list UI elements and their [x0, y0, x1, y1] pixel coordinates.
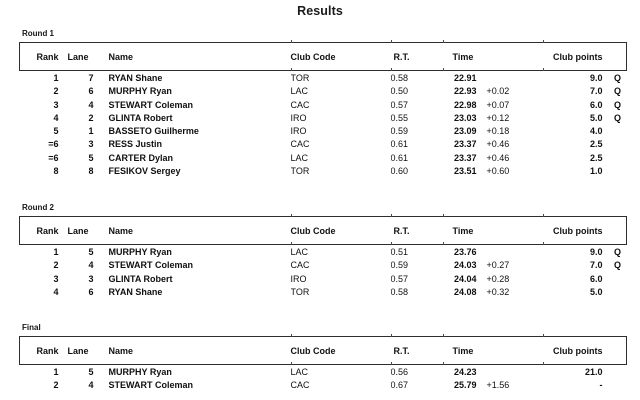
- cell-club-points: 7.0: [589, 260, 603, 271]
- cell-club-points: 7.0: [589, 86, 603, 97]
- cell-reaction-time: 0.50: [390, 86, 409, 97]
- cell-lane: 2: [88, 112, 94, 123]
- column-header-time: Time: [443, 217, 483, 245]
- cell-time-diff: +0.12: [486, 112, 510, 123]
- cell-lane: 7: [88, 73, 94, 83]
- column-header-qualified: [607, 217, 627, 245]
- cell-reaction-time: 0.60: [390, 166, 409, 177]
- cell-time: 22.93: [453, 86, 477, 97]
- cell-athlete-name: GLINTA Robert: [108, 273, 173, 284]
- column-header-club-points: Club points: [543, 217, 607, 245]
- table-row: [20, 125, 627, 138]
- cell-lane: 5: [88, 152, 94, 163]
- cell-qualified: [607, 125, 627, 138]
- cell-club-code: TOR: [290, 286, 310, 297]
- cell-time-diff: [483, 245, 543, 260]
- table-header-row: [20, 337, 627, 365]
- cell-rank: 2: [53, 380, 59, 391]
- cell-qualified: [607, 379, 627, 392]
- cell-time: 23.09: [453, 126, 477, 137]
- cell-qualified: [607, 152, 627, 165]
- column-header-rank: Rank: [20, 43, 59, 71]
- table-row: [20, 273, 627, 286]
- table-row: [20, 71, 627, 86]
- cell-athlete-name: RYAN Shane: [108, 73, 163, 83]
- table-row: [20, 112, 627, 125]
- cell-club-code: LAC: [290, 247, 309, 257]
- cell-club-points: 9.0: [589, 247, 603, 257]
- results-table: [19, 336, 627, 393]
- cell-time: 24.08: [453, 286, 477, 297]
- cell-qualified: [607, 365, 627, 380]
- column-header-club-points: Club points: [543, 43, 607, 71]
- cell-club-points: 2.5: [589, 139, 603, 150]
- cell-time: 24.03: [453, 260, 477, 271]
- column-header-club-code: Club Code: [291, 43, 391, 71]
- cell-qualified: [607, 286, 627, 299]
- cell-club-points: 21.0: [584, 367, 603, 377]
- column-header-rank: Rank: [20, 217, 59, 245]
- column-header-name: Name: [97, 43, 291, 71]
- cell-lane: 6: [88, 86, 94, 97]
- column-header-lane: Lane: [59, 337, 97, 365]
- cell-club-code: IRO: [290, 112, 307, 123]
- table-body: [20, 365, 627, 393]
- cell-qualified: [607, 273, 627, 286]
- cell-reaction-time: 0.57: [390, 273, 409, 284]
- column-header-reaction-time: R.T.: [391, 217, 443, 245]
- table-row: [20, 379, 627, 392]
- results-table: [19, 216, 627, 299]
- cell-time: 23.51: [453, 166, 477, 177]
- cell-club-points: -: [599, 380, 603, 391]
- cell-time: 23.03: [453, 112, 477, 123]
- cell-athlete-name: RYAN Shane: [108, 286, 163, 297]
- cell-lane: 3: [88, 273, 94, 284]
- table-body: [20, 245, 627, 300]
- column-header-club-code: Club Code: [291, 217, 391, 245]
- cell-rank: 5: [53, 126, 59, 137]
- cell-qualified: Q: [613, 73, 621, 83]
- column-header-club-code: Club Code: [291, 337, 391, 365]
- cell-time: 22.91: [453, 73, 477, 83]
- cell-club-points: 5.0: [589, 112, 603, 123]
- cell-time-diff: +0.07: [486, 99, 510, 110]
- cell-athlete-name: RESS Justin: [108, 139, 163, 150]
- cell-time: 24.04: [453, 273, 477, 284]
- cell-lane: 8: [88, 166, 94, 177]
- cell-athlete-name: MURPHY Ryan: [108, 367, 172, 377]
- cell-club-code: LAC: [290, 367, 309, 377]
- table-row: [20, 165, 627, 178]
- cell-reaction-time: 0.59: [390, 126, 409, 137]
- cell-club-code: IRO: [290, 126, 307, 137]
- cell-club-points: 6.0: [589, 99, 603, 110]
- cell-athlete-name: STEWART Coleman: [108, 380, 194, 391]
- column-header-time-diff: [483, 43, 543, 71]
- cell-reaction-time: 0.55: [390, 112, 409, 123]
- cell-rank: 1: [53, 73, 59, 83]
- cell-time: 23.37: [453, 139, 477, 150]
- cell-reaction-time: 0.61: [390, 139, 409, 150]
- cell-athlete-name: CARTER Dylan: [108, 152, 174, 163]
- table-row: [20, 259, 627, 272]
- cell-qualified: Q: [613, 86, 621, 97]
- cell-lane: 4: [88, 380, 94, 391]
- cell-club-points: 4.0: [589, 126, 603, 137]
- cell-rank: 1: [53, 247, 59, 257]
- cell-rank: 4: [53, 286, 59, 297]
- cell-qualified: [607, 165, 627, 178]
- cell-athlete-name: STEWART Coleman: [108, 260, 194, 271]
- result-section: [19, 29, 640, 178]
- cell-rank: 2: [53, 260, 59, 271]
- cell-rank: =6: [48, 152, 59, 163]
- table-header-row: [20, 43, 627, 71]
- cell-time-diff: +0.28: [486, 273, 510, 284]
- cell-reaction-time: 0.61: [390, 152, 409, 163]
- cell-club-code: LAC: [290, 152, 309, 163]
- table-body: [20, 71, 627, 179]
- cell-time-diff: +0.32: [486, 286, 510, 297]
- results-table: [19, 42, 627, 178]
- cell-athlete-name: MURPHY Ryan: [108, 86, 172, 97]
- cell-lane: 6: [88, 286, 94, 297]
- column-header-lane: Lane: [59, 43, 97, 71]
- cell-time: 23.76: [453, 247, 477, 257]
- cell-rank: =6: [48, 139, 59, 150]
- cell-athlete-name: FESIKOV Sergey: [108, 166, 181, 177]
- cell-lane: 4: [88, 260, 94, 271]
- cell-qualified: Q: [613, 112, 621, 123]
- cell-time: 24.23: [453, 367, 477, 377]
- cell-lane: 3: [88, 139, 94, 150]
- column-header-reaction-time: R.T.: [391, 337, 443, 365]
- cell-club-code: TOR: [290, 166, 310, 177]
- cell-club-points: 6.0: [589, 273, 603, 284]
- column-header-name: Name: [97, 337, 291, 365]
- cell-rank: 1: [53, 367, 59, 377]
- cell-qualified: Q: [613, 99, 621, 110]
- table-row: [20, 99, 627, 112]
- cell-reaction-time: 0.58: [390, 73, 409, 83]
- column-header-lane: Lane: [59, 217, 97, 245]
- column-header-time: Time: [443, 337, 483, 365]
- table-row: [20, 152, 627, 165]
- column-header-qualified: [607, 337, 627, 365]
- cell-time-diff: +0.27: [486, 260, 510, 271]
- cell-club-code: CAC: [290, 139, 310, 150]
- result-section: [19, 323, 640, 393]
- column-header-club-points: Club points: [543, 337, 607, 365]
- cell-athlete-name: STEWART Coleman: [108, 99, 194, 110]
- table-row: [20, 245, 627, 260]
- cell-time-diff: +1.56: [486, 380, 510, 391]
- section-label: Round 1: [22, 29, 54, 38]
- cell-club-code: CAC: [290, 380, 310, 391]
- cell-time-diff: +0.60: [486, 166, 510, 177]
- section-label: Final: [22, 323, 41, 332]
- cell-time-diff: [483, 365, 543, 380]
- cell-time-diff: +0.46: [486, 152, 510, 163]
- cell-time-diff: [483, 71, 543, 86]
- cell-time-diff: +0.18: [486, 126, 510, 137]
- cell-time: 22.98: [453, 99, 477, 110]
- cell-rank: 4: [53, 112, 59, 123]
- cell-athlete-name: BASSETO Guilherme: [108, 126, 199, 137]
- cell-reaction-time: 0.56: [390, 367, 409, 377]
- table-header-row: [20, 217, 627, 245]
- cell-rank: 8: [53, 166, 59, 177]
- table-row: [20, 85, 627, 98]
- cell-time-diff: +0.46: [486, 139, 510, 150]
- cell-lane: 1: [88, 126, 94, 137]
- cell-athlete-name: MURPHY Ryan: [108, 247, 172, 257]
- cell-club-points: 2.5: [589, 152, 603, 163]
- cell-time: 23.37: [453, 152, 477, 163]
- section-label: Round 2: [22, 203, 54, 212]
- cell-qualified: [607, 138, 627, 151]
- cell-club-code: CAC: [290, 99, 310, 110]
- table-row: [20, 365, 627, 380]
- cell-club-points: 5.0: [589, 286, 603, 297]
- column-header-qualified: [607, 43, 627, 71]
- cell-club-points: 9.0: [589, 73, 603, 83]
- column-header-time: Time: [443, 43, 483, 71]
- cell-reaction-time: 0.57: [390, 99, 409, 110]
- cell-club-code: TOR: [290, 73, 310, 83]
- cell-athlete-name: GLINTA Robert: [108, 112, 173, 123]
- column-header-name: Name: [97, 217, 291, 245]
- cell-reaction-time: 0.58: [390, 286, 409, 297]
- cell-club-code: IRO: [290, 273, 307, 284]
- cell-club-points: 1.0: [589, 166, 603, 177]
- result-section: [19, 203, 640, 299]
- cell-reaction-time: 0.67: [390, 380, 409, 391]
- table-row: [20, 286, 627, 299]
- cell-lane: 4: [88, 99, 94, 110]
- column-header-reaction-time: R.T.: [391, 43, 443, 71]
- cell-reaction-time: 0.51: [390, 247, 409, 257]
- table-row: [20, 138, 627, 151]
- column-header-time-diff: [483, 217, 543, 245]
- cell-club-code: CAC: [290, 260, 310, 271]
- column-header-rank: Rank: [20, 337, 59, 365]
- cell-lane: 5: [88, 367, 94, 377]
- cell-rank: 3: [53, 273, 59, 284]
- cell-rank: 3: [53, 99, 59, 110]
- cell-lane: 5: [88, 247, 94, 257]
- column-header-time-diff: [483, 337, 543, 365]
- cell-rank: 2: [53, 86, 59, 97]
- cell-qualified: Q: [613, 260, 621, 271]
- cell-time: 25.79: [453, 380, 477, 391]
- cell-reaction-time: 0.59: [390, 260, 409, 271]
- cell-qualified: Q: [613, 247, 621, 257]
- cell-time-diff: +0.02: [486, 86, 510, 97]
- cell-club-code: LAC: [290, 86, 309, 97]
- page-title: Results: [297, 4, 343, 18]
